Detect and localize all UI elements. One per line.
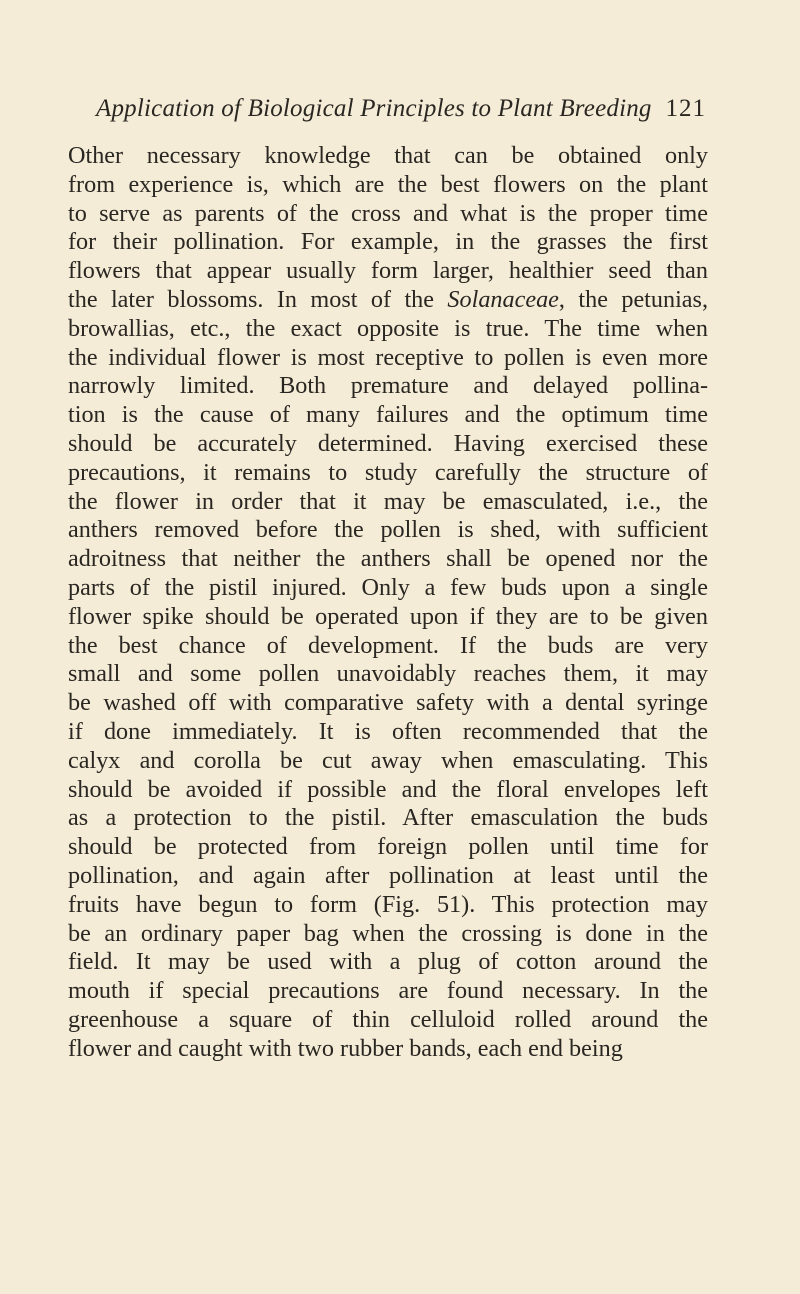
- body-paragraph: [68, 142, 708, 1064]
- text-line: fruits have begun to form (Fig. 51). This protection may: [68, 890, 708, 918]
- text-line: narrowly limited. Both premature and delayed pollina-: [68, 372, 708, 400]
- text-line: be an ordinary paper bag when the crossing is done in the: [68, 919, 708, 947]
- text-line: for their pollination. For example, in the grasses the first: [68, 228, 708, 256]
- text-line: as a protection to the pistil. After emasculation the buds: [68, 804, 708, 832]
- text-line: field. It may be used with a plug of cotton around the: [68, 948, 708, 976]
- text-line: adroitness that neither the anthers shall be opened nor the: [68, 545, 708, 573]
- italic-term: Solanaceae: [447, 285, 559, 313]
- text-line: flower and caught with two rubber bands, each end being: [68, 1034, 623, 1062]
- text-segment: the later blossoms. In most of the: [68, 285, 448, 313]
- text-line: to serve as parents of the cross and what is the proper time: [68, 199, 708, 227]
- text-line: precautions, it remains to study carefully the structure of: [68, 458, 708, 486]
- text-line: anthers removed before the pollen is shed, with sufficient: [68, 516, 708, 544]
- text-segment: , the petunias,: [558, 285, 709, 313]
- running-head: [96, 94, 706, 124]
- text-line: if done immediately. It is often recommended that the: [68, 717, 708, 745]
- text-line: should be accurately determined. Having exercised these: [68, 429, 708, 457]
- text-line: flower spike should be operated upon if they are to be given: [68, 602, 708, 630]
- text-line: from experience is, which are the best flowers on the plant: [68, 170, 708, 198]
- text-line: flowers that appear usually form larger, healthier seed than: [68, 257, 708, 285]
- running-head-title: Application of Biological Principles to Plant Breeding: [96, 95, 652, 122]
- text-line: be washed off with comparative safety with a dental syringe: [68, 689, 708, 717]
- text-line: Other necessary knowledge that can be obtained only: [68, 142, 708, 169]
- text-line: should be protected from foreign pollen until time for: [68, 833, 708, 861]
- text-line: parts of the pistil injured. Only a few buds upon a single: [68, 573, 708, 601]
- text-line: pollination, and again after pollination at least until the: [68, 861, 708, 889]
- text-line: greenhouse a square of thin celluloid rolled around the: [68, 1005, 708, 1033]
- text-line: the individual flower is most receptive to pollen is even more: [68, 343, 708, 371]
- text-line: browallias, etc., the exact opposite is true. The time when: [68, 314, 708, 342]
- text-line-with-italic: [68, 286, 708, 315]
- text-line: should be avoided if possible and the floral envelopes left: [68, 775, 708, 803]
- text-line: tion is the cause of many failures and the optimum time: [68, 401, 708, 429]
- text-line: mouth if special precautions are found necessary. In the: [68, 977, 708, 1005]
- text-line: calyx and corolla be cut away when emasculating. This: [68, 746, 708, 774]
- text-line: the best chance of development. If the buds are very: [68, 631, 708, 659]
- page-number: 121: [665, 95, 706, 122]
- text-line: small and some pollen unavoidably reaches them, it may: [68, 660, 708, 688]
- text-line: the flower in order that it may be emasculated, i.e., the: [68, 487, 708, 515]
